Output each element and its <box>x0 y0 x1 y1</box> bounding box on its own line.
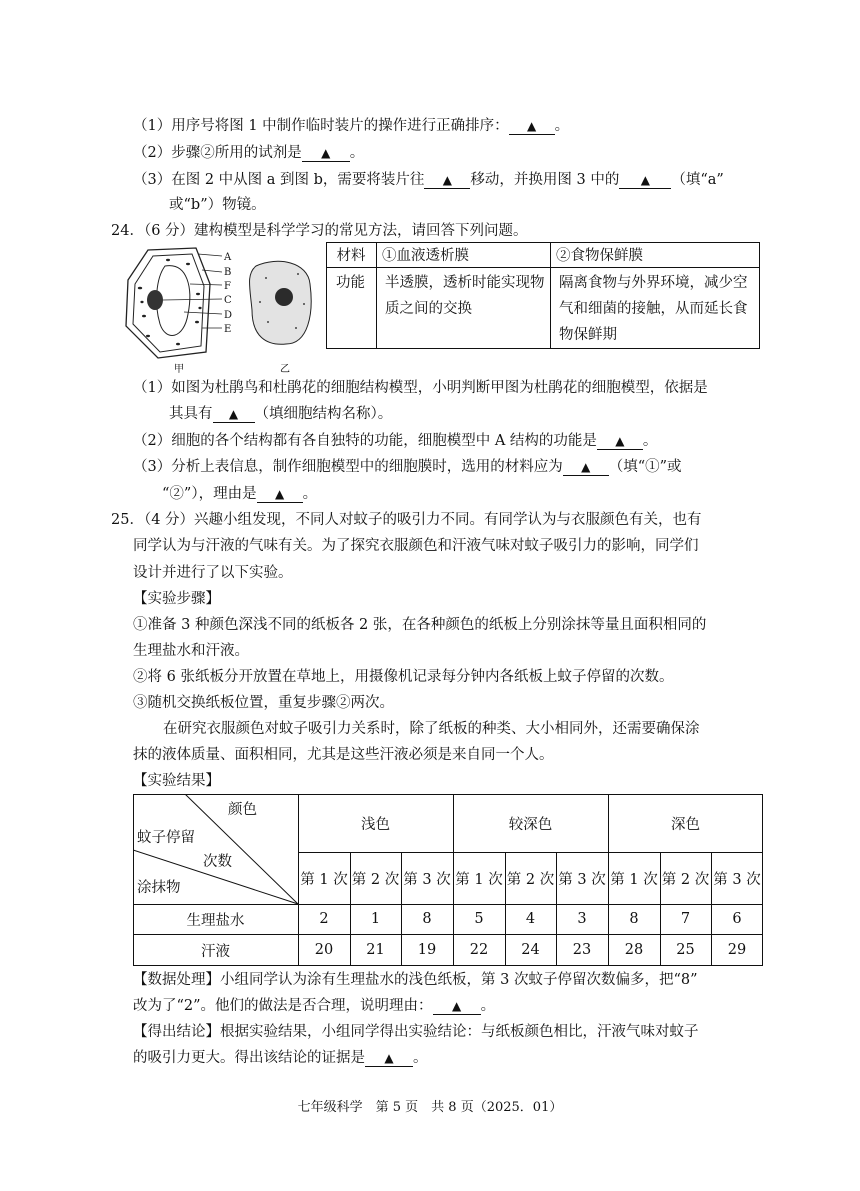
table-cell: 4 <box>525 911 536 927</box>
group-medium: 较深色 <box>508 816 553 833</box>
answer-blank[interactable]: ▲ <box>597 433 643 450</box>
table-cell: 28 <box>624 942 644 958</box>
q25-heading-line1: 25．（4 分）兴趣小组发现，不同人对蚊子的吸引力不同。有同学认为与衣服颜色有关，也有 <box>111 512 702 528</box>
table-cell-wrap-function: 隔离食物与外界环境，减少空气和细菌的接触，从而延长食物保鲜期 <box>559 275 748 343</box>
table-cell: 8 <box>629 911 639 927</box>
answer-blank[interactable]: ▲ <box>433 998 481 1015</box>
q25-heading-line3: 设计并进行了以下实验。 <box>133 565 293 581</box>
conclusion-line2: 的吸引力更大。得出该结论的证据是 ▲ 。 <box>133 1050 428 1066</box>
trial-header: 第 1 次 <box>300 871 348 888</box>
header-stay: 蚊子停留 <box>137 830 195 846</box>
trial-header: 第 3 次 <box>558 871 606 888</box>
results-title: 【实验结果】 <box>133 773 220 789</box>
answer-blank[interactable]: ▲ <box>563 459 609 476</box>
trial-header: 第 2 次 <box>351 871 400 888</box>
q24-part1-line1: （1）如图为杜鹃鸟和杜鹃花的细胞结构模型，小明判断甲图为杜鹃花的细胞模型，依据是 <box>133 380 708 396</box>
answer-blank[interactable]: ▲ <box>213 406 255 423</box>
table-cell: 29 <box>727 942 747 958</box>
data-processing-line1: 【数据处理】小组同学认为涂有生理盐水的浅色纸板，第 3 次蚊子停留次数偏多，把“8” <box>133 972 698 988</box>
step-1-line2: 生理盐水和汗液。 <box>133 643 249 659</box>
header-smear: 涂抹物 <box>137 880 181 896</box>
table-cell: 5 <box>474 911 484 927</box>
table-cell: 6 <box>732 911 742 927</box>
table-cell: 24 <box>521 942 540 958</box>
note-line1: 在研究衣服颜色对蚊子吸引力关系时，除了纸板的种类、大小相同外，还需要确保涂 <box>163 721 700 737</box>
note-line2: 抹的液体质量、面积相同，尤其是这些汗液必须是来自同一个人。 <box>133 747 554 763</box>
answer-blank[interactable]: ▲ <box>302 145 350 162</box>
row-label-saline: 生理盐水 <box>186 912 245 929</box>
trial-header: 第 3 次 <box>403 871 451 888</box>
nucleus-animal <box>275 288 293 306</box>
q24-part3-line2: “②”），理由是 ▲ 。 <box>162 486 318 502</box>
answer-blank[interactable]: ▲ <box>619 172 671 189</box>
table-cell: 21 <box>366 942 385 958</box>
label-c: C <box>224 295 232 306</box>
trial-header: 第 1 次 <box>455 871 503 888</box>
q23-part1: （1）用序号将图 1 中制作临时装片的操作进行正确排序： ▲ 。 <box>133 118 570 134</box>
table-cell-dialysis-function: 半透膜，透析时能实现物质之间的交换 <box>385 275 545 317</box>
table-cell: 7 <box>680 911 691 927</box>
caption-left: 甲 <box>174 364 184 374</box>
answer-blank[interactable]: ▲ <box>257 486 303 503</box>
table-header-material: 材料 <box>336 248 366 264</box>
label-d: D <box>224 310 233 321</box>
step-1-line1: ①准备 3 种颜色深浅不同的纸板各 2 张，在各种颜色的纸板上分别涂抹等量且面积相同的 <box>133 617 707 633</box>
trial-header: 第 1 次 <box>610 871 658 888</box>
answer-blank[interactable]: ▲ <box>365 1050 413 1067</box>
q23-part3: （3）在图 2 中从图 a 到图 b，需要将装片往 ▲ 移动，并换用图 3 中的 ▲ （填“a” <box>133 172 724 188</box>
trial-header: 第 3 次 <box>713 871 761 888</box>
trial-header: 第 2 次 <box>661 871 710 888</box>
conclusion-line1: 【得出结论】根据实验结果，小组同学得出实验结论：与纸板颜色相比，汗液气味对蚊子 <box>133 1024 699 1040</box>
materials-table <box>326 242 760 349</box>
table-cell: 8 <box>422 911 432 927</box>
table-header-wrap: ②食物保鲜膜 <box>556 248 643 264</box>
row-label-sweat: 汗液 <box>201 943 230 960</box>
caption-right: 乙 <box>280 364 290 374</box>
q25-heading-line2: 同学认为与汗液的气味有关。为了探究衣服颜色和汗液气味对蚊子吸引力的影响，同学们 <box>133 538 699 554</box>
q24-part2: （2）细胞的各个结构都有各自独特的功能，细胞模型中 A 结构的功能是 ▲ 。 <box>133 433 658 449</box>
data-processing-line2: 改为了“2”。他们的做法是否合理，说明理由： ▲ 。 <box>133 998 496 1014</box>
page-footer: 七年级科学 第 5 页 共 8 页（2025．01） <box>297 1100 563 1115</box>
table-cell: 3 <box>577 911 587 927</box>
trial-header: 第 2 次 <box>506 871 555 888</box>
nucleus-plant <box>147 290 163 310</box>
q24-part1-line2: 其具有 ▲ （填细胞结构名称）。 <box>169 406 393 422</box>
table-header-dialysis: ①血液透析膜 <box>382 248 469 264</box>
table-row-function: 功能 <box>336 275 365 291</box>
label-b: B <box>224 267 232 278</box>
q23-part2: （2）步骤②所用的试剂是 ▲ 。 <box>133 145 365 161</box>
table-cell: 1 <box>370 911 381 927</box>
q24-heading: 24．（6 分）建构模型是科学学习的常见方法，请回答下列问题。 <box>111 223 528 239</box>
table-cell: 19 <box>417 942 437 958</box>
table-cell: 22 <box>469 942 489 958</box>
results-table <box>133 794 763 966</box>
cell-model-figure <box>118 244 318 374</box>
group-dark: 深色 <box>671 816 700 833</box>
table-cell: 2 <box>319 911 329 927</box>
answer-blank[interactable]: ▲ <box>509 118 555 135</box>
table-cell: 20 <box>314 942 334 958</box>
label-a: A <box>224 252 232 263</box>
q24-part3-line1: （3）分析上表信息，制作细胞模型中的细胞膜时，选用的材料应为 ▲ （填“①”或 <box>133 459 682 475</box>
header-count: 次数 <box>203 854 232 870</box>
q23-part3-cont: 或“b”）物镜。 <box>169 197 266 213</box>
answer-blank[interactable]: ▲ <box>424 172 470 189</box>
header-color: 颜色 <box>228 802 257 818</box>
step-3: ③随机交换纸板位置，重复步骤②两次。 <box>133 695 394 711</box>
label-e: E <box>224 324 232 335</box>
group-light: 浅色 <box>361 816 390 833</box>
table-cell: 25 <box>676 942 695 958</box>
step-2: ②将 6 张纸板分开放置在草地上，用摄像机记录每分钟内各纸板上蚊子停留的次数。 <box>133 669 674 685</box>
label-f: F <box>224 281 231 292</box>
steps-title: 【实验步骤】 <box>133 591 220 607</box>
table-cell: 23 <box>572 942 592 958</box>
